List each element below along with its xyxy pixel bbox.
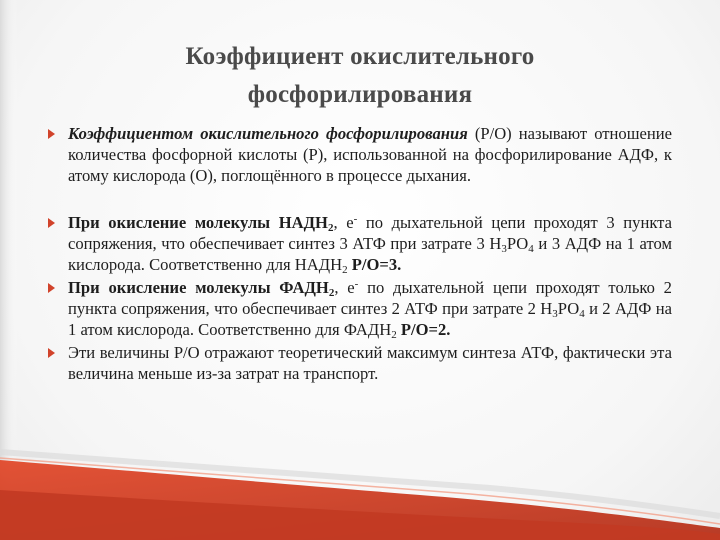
bullet-item-nadh: При окисление молекулы $НАДН_2$, е- по дыхательной цепи проходят 3 пункта сопряжения, что обеспечивает синтез 3 АТФ при затрате 3 $Н_3РО_4$ и 3 АДФ на 1 атом кислорода. Соответственно для $НАДН_2$ Р/О=3.	[48, 212, 672, 275]
term: Коэффициентом окислительного фосфорилирования	[68, 124, 468, 143]
title-line-1: Коэффициент окислительного	[185, 43, 535, 70]
title-line-2: фосфорилирования	[247, 81, 473, 108]
lead-text: При окисление молекулы $ФАДН_2$	[68, 278, 335, 299]
summary-text: Эти величины Р/О отражают теоретический максимум синтеза АТФ, фактически эта величина меньше из-за затрат на транспорт.	[68, 343, 672, 383]
bullet-item-summary	[48, 342, 672, 384]
bullet-item-definition	[48, 123, 672, 186]
bullet-arrow-icon	[48, 129, 55, 139]
page-title	[60, 38, 660, 114]
bullet-arrow-icon	[48, 348, 55, 358]
definition-text: (Р/О) называют отношение количества фосфорной кислоты (Р), использованной на фосфорилирование АДФ, к атому кислорода (О), поглощённого в процессе дыхания.	[68, 124, 672, 185]
bullet-arrow-icon	[48, 283, 55, 293]
bullet-item-fadh: При окисление молекулы $ФАДН_2$, е- по дыхательной цепи проходят только 2 пункта сопряжения, что обеспечивает синтез 2 АТФ при затрате 2 $Н_3РО_4$ и 2 АДФ на 1 атом кислорода. Соответственно для $ФАДН_2$ Р/О=2.	[48, 277, 672, 340]
bullet-arrow-icon	[48, 218, 55, 228]
ratio-label: Р/О	[400, 320, 429, 339]
ratio-value: Р/О=3.	[351, 255, 402, 274]
lead-text: При окисление молекулы $НАДН_2$	[68, 213, 334, 234]
ratio-value: =2.	[428, 320, 451, 339]
bullet-list	[48, 123, 672, 384]
